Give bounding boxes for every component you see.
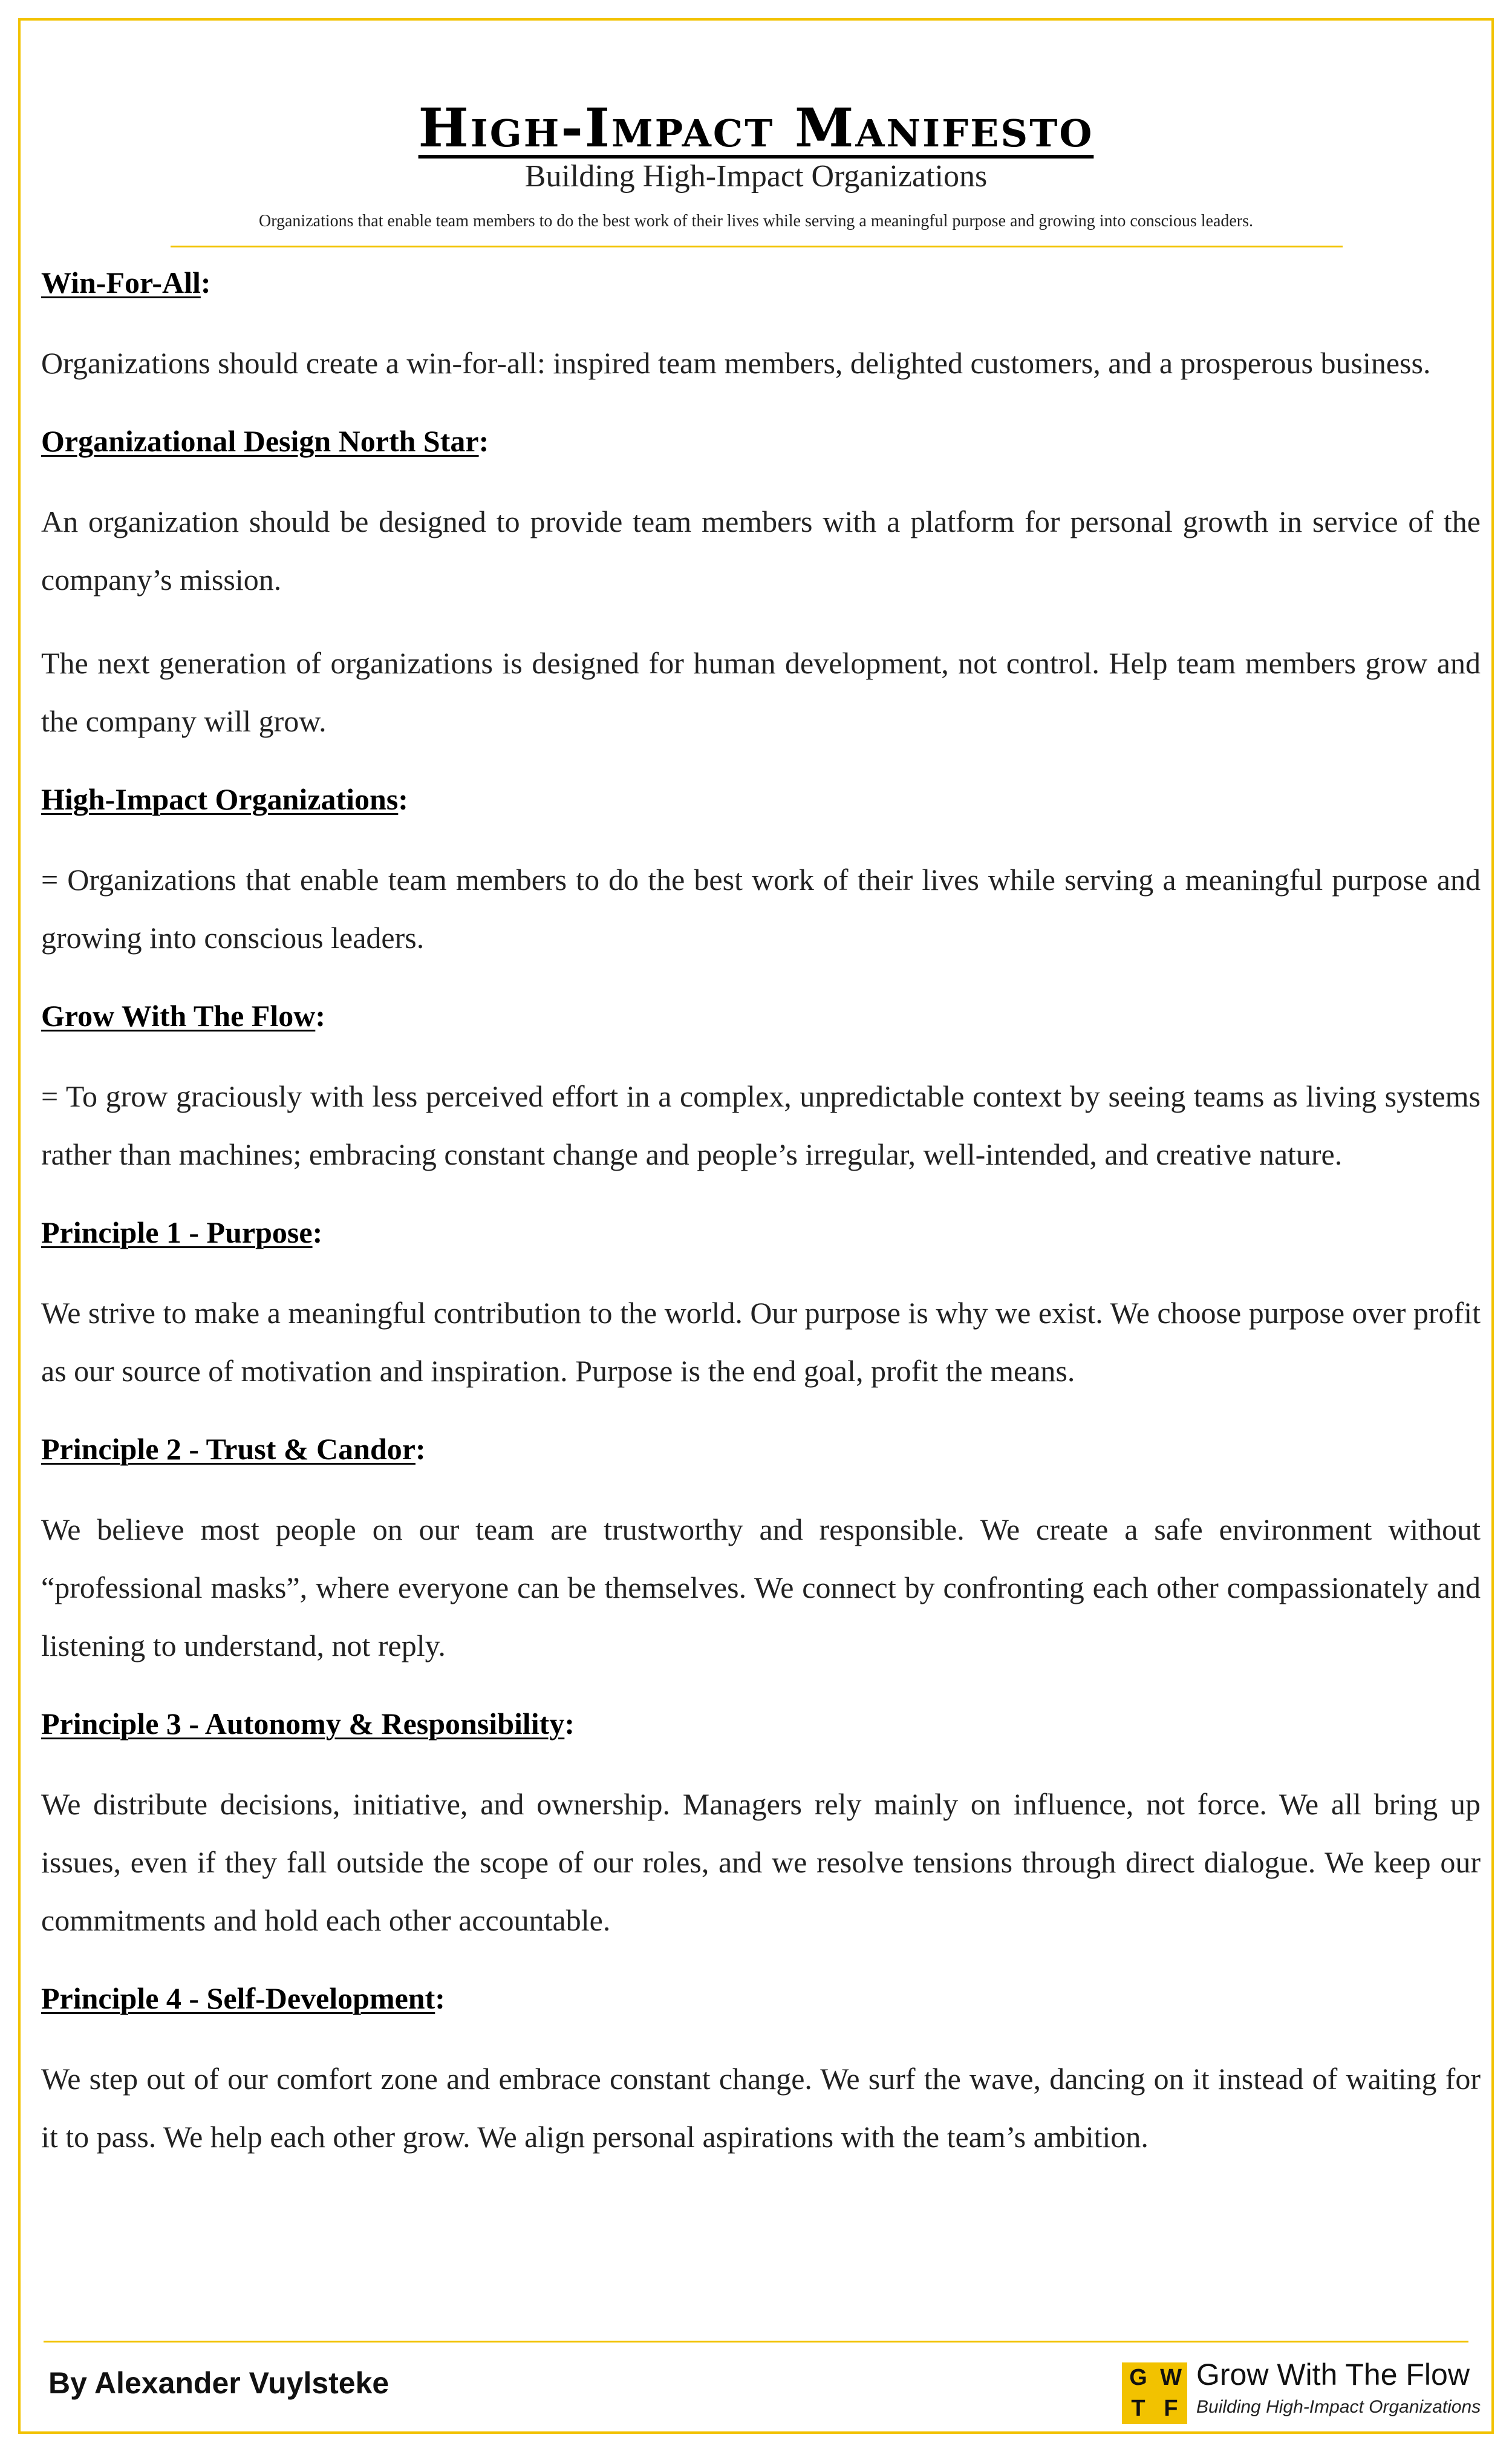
section-paragraph: We believe most people on our team are trustworthy and responsible. We create a safe environment without “professional masks”, where everyone can be themselves. We connect by confronting each other compassionately and listening to understand, not reply. xyxy=(41,1512,1481,1662)
section-paragraph: We step out of our comfort zone and embrace constant change. We surf the wave, dancing on it instead of waiting for it to pass. We help each other grow. We align personal aspirations with the team’s ambition. xyxy=(41,2062,1481,2154)
section-paragraph: = Organizations that enable team members to do the best work of their lives while serving a meaningful purpose and growing into conscious leaders. xyxy=(41,863,1481,955)
section-principle-2 xyxy=(41,1425,1481,1675)
brand-name: Grow With The Flow xyxy=(1196,2358,1470,2392)
section-heading: Principle 1 - Purpose: xyxy=(41,1215,323,1249)
section-win-for-all xyxy=(41,259,1481,392)
section-high-impact-organizations xyxy=(41,776,1481,967)
section-principle-4 xyxy=(41,1975,1481,2166)
logo-letter: G xyxy=(1129,2365,1147,2390)
logo-letter: W xyxy=(1160,2365,1182,2390)
section-grow-with-the-flow xyxy=(41,992,1481,1183)
manifesto-body xyxy=(41,259,1481,2166)
page-subtitle: Building High-Impact Organizations xyxy=(524,159,988,194)
section-heading: Principle 4 - Self-Development: xyxy=(41,1981,445,2015)
section-principle-3 xyxy=(41,1700,1481,1949)
page-tagline: Organizations that enable team members to do the best work of their lives while serving a meaningful purpose and growing into conscious leaders. xyxy=(258,212,1254,230)
section-heading: Principle 2 - Trust & Candor: xyxy=(41,1432,426,1466)
brand-tagline: Building High-Impact Organizations xyxy=(1196,2397,1481,2417)
section-paragraph: We strive to make a meaningful contribution to the world. Our purpose is why we exist. We choose purpose over profit as our source of motivation and inspiration. Purpose is the end goal, profit the means. xyxy=(41,1296,1481,1388)
page-title: High-Impact Manifesto xyxy=(418,96,1094,159)
footer-divider xyxy=(44,2341,1468,2342)
logo-letter: T xyxy=(1131,2396,1145,2421)
logo-letter: F xyxy=(1164,2396,1178,2421)
section-paragraph: = To grow graciously with less perceived effort in a complex, unpredictable context by seeing teams as living systems rather than machines; embracing constant change and people’s irregular, well-intended, and creative nature. xyxy=(41,1079,1481,1171)
author-credit: By Alexander Vuylsteke xyxy=(48,2366,389,2400)
section-design-north-star xyxy=(41,417,1481,750)
section-paragraph: An organization should be designed to provide team members with a platform for personal growth in service of the company’s mission. xyxy=(41,505,1481,597)
section-heading: High-Impact Organizations: xyxy=(41,782,408,816)
section-heading: Grow With The Flow: xyxy=(41,999,325,1033)
section-paragraph: Organizations should create a win-for-all: inspired team members, delighted customers, and a prosperous business. xyxy=(41,346,1431,380)
section-heading: Principle 3 - Autonomy & Responsibility: xyxy=(41,1707,575,1741)
section-paragraph: The next generation of organizations is designed for human development, not control. Help team members grow and the company will grow. xyxy=(41,646,1481,738)
section-heading: Organizational Design North Star: xyxy=(41,424,489,458)
gwtf-logo-icon xyxy=(1122,2362,1187,2424)
section-principle-1 xyxy=(41,1209,1481,1400)
section-heading: Win-For-All: xyxy=(41,266,211,299)
header-divider xyxy=(171,246,1343,247)
section-paragraph: We distribute decisions, initiative, and ownership. Managers rely mainly on influence, not force. We all bring up issues, even if they fall outside the scope of our roles, and we resolve tensions through direct dialogue. We keep our commitments and hold each other accountable. xyxy=(41,1787,1481,1937)
